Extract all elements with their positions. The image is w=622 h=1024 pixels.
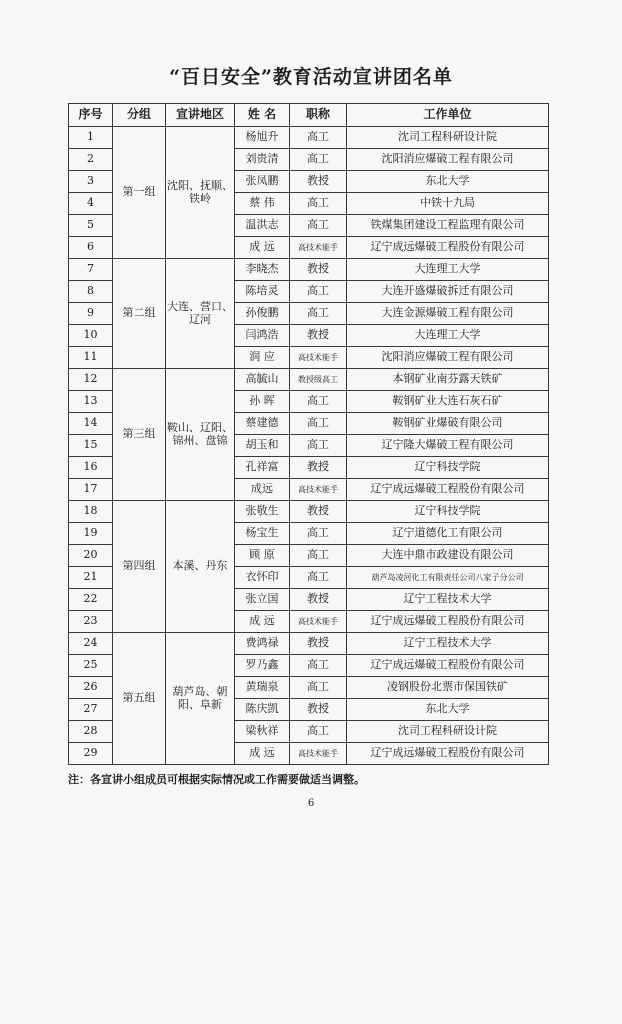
member-name: 润 应 <box>235 347 290 369</box>
member-unit: 辽宁道德化工有限公司 <box>347 523 549 545</box>
member-title: 教授 <box>290 501 347 523</box>
group-area: 大连、营口、辽河 <box>166 259 235 369</box>
group-area: 鞍山、辽阳、锦州、盘锦 <box>166 369 235 501</box>
header-title: 职称 <box>290 104 347 127</box>
member-unit: 辽宁工程技术大学 <box>347 589 549 611</box>
member-name: 杨宝生 <box>235 523 290 545</box>
member-unit: 东北大学 <box>347 699 549 721</box>
member-title: 高工 <box>290 391 347 413</box>
member-title: 高工 <box>290 721 347 743</box>
member-title: 高技术能手 <box>290 237 347 259</box>
table-row <box>69 259 549 281</box>
member-unit: 本钢矿业南芬露天铁矿 <box>347 369 549 391</box>
row-number: 16 <box>69 457 113 479</box>
member-unit: 辽宁隆大爆破工程有限公司 <box>347 435 549 457</box>
member-unit: 辽宁工程技术大学 <box>347 633 549 655</box>
row-number: 4 <box>69 193 113 215</box>
member-name: 张敬生 <box>235 501 290 523</box>
member-name: 李晓杰 <box>235 259 290 281</box>
row-number: 2 <box>69 149 113 171</box>
group-area: 沈阳、抚顺、铁岭 <box>166 127 235 259</box>
member-name: 成 远 <box>235 611 290 633</box>
row-number: 10 <box>69 325 113 347</box>
row-number: 22 <box>69 589 113 611</box>
member-name: 陈培灵 <box>235 281 290 303</box>
member-name: 张凤鹏 <box>235 171 290 193</box>
member-title: 教授 <box>290 633 347 655</box>
header-area: 宣讲地区 <box>166 104 235 127</box>
member-title: 教授 <box>290 259 347 281</box>
member-name: 成远 <box>235 479 290 501</box>
row-number: 14 <box>69 413 113 435</box>
footnote: 注：各宣讲小组成员可根据实际情况或工作需要做适当调整。 <box>68 773 365 786</box>
member-unit: 大连金源爆破工程有限公司 <box>347 303 549 325</box>
member-unit: 辽宁成远爆破工程股份有限公司 <box>347 611 549 633</box>
member-unit: 沈阳消应爆破工程有限公司 <box>347 149 549 171</box>
table-row <box>69 127 549 149</box>
row-number: 29 <box>69 743 113 765</box>
member-unit: 鞍钢矿业大连石灰石矿 <box>347 391 549 413</box>
row-number: 5 <box>69 215 113 237</box>
member-name: 成 远 <box>235 237 290 259</box>
member-title: 高技术能手 <box>290 479 347 501</box>
member-unit: 大连开盛爆破拆迁有限公司 <box>347 281 549 303</box>
member-name: 衣怀印 <box>235 567 290 589</box>
group-name: 第二组 <box>113 259 166 369</box>
header-seq: 序号 <box>69 104 113 127</box>
row-number: 1 <box>69 127 113 149</box>
member-name: 梁秋祥 <box>235 721 290 743</box>
member-unit: 鞍钢矿业爆破有限公司 <box>347 413 549 435</box>
member-title: 高工 <box>290 655 347 677</box>
group-name: 第五组 <box>113 633 166 765</box>
row-number: 17 <box>69 479 113 501</box>
member-title: 高技术能手 <box>290 347 347 369</box>
member-name: 温洪志 <box>235 215 290 237</box>
member-title: 教授 <box>290 699 347 721</box>
member-title: 教授 <box>290 325 347 347</box>
group-area: 葫芦岛、朝阳、阜新 <box>166 633 235 765</box>
member-title: 高工 <box>290 281 347 303</box>
row-number: 23 <box>69 611 113 633</box>
member-unit: 葫芦岛凌河化工有限责任公司八家子分公司 <box>347 567 549 589</box>
row-number: 13 <box>69 391 113 413</box>
group-name: 第三组 <box>113 369 166 501</box>
member-unit: 辽宁成远爆破工程股份有限公司 <box>347 479 549 501</box>
member-title: 高工 <box>290 413 347 435</box>
header-name: 姓 名 <box>235 104 290 127</box>
member-name: 刘贵清 <box>235 149 290 171</box>
member-unit: 中铁十九局 <box>347 193 549 215</box>
member-name: 顾 原 <box>235 545 290 567</box>
member-name: 杨旭升 <box>235 127 290 149</box>
member-title: 高工 <box>290 303 347 325</box>
member-name: 孙 晖 <box>235 391 290 413</box>
row-number: 3 <box>69 171 113 193</box>
member-unit: 大连理工大学 <box>347 259 549 281</box>
header-unit: 工作单位 <box>347 104 549 127</box>
row-number: 18 <box>69 501 113 523</box>
member-title: 教授级高工 <box>290 369 347 391</box>
member-title: 高技术能手 <box>290 743 347 765</box>
row-number: 15 <box>69 435 113 457</box>
row-number: 20 <box>69 545 113 567</box>
member-title: 高技术能手 <box>290 611 347 633</box>
row-number: 6 <box>69 237 113 259</box>
group-area: 本溪、丹东 <box>166 501 235 633</box>
member-title: 高工 <box>290 127 347 149</box>
member-name: 高毓山 <box>235 369 290 391</box>
row-number: 12 <box>69 369 113 391</box>
member-title: 高工 <box>290 523 347 545</box>
member-unit: 大连中鼎市政建设有限公司 <box>347 545 549 567</box>
member-unit: 辽宁科技学院 <box>347 501 549 523</box>
member-name: 张立国 <box>235 589 290 611</box>
member-unit: 沈阳消应爆破工程有限公司 <box>347 347 549 369</box>
row-number: 26 <box>69 677 113 699</box>
member-title: 教授 <box>290 589 347 611</box>
member-title: 高工 <box>290 215 347 237</box>
member-unit: 辽宁科技学院 <box>347 457 549 479</box>
member-unit: 凌钢股份北票市保国铁矿 <box>347 677 549 699</box>
member-unit: 铁煤集团建设工程监理有限公司 <box>347 215 549 237</box>
row-number: 7 <box>69 259 113 281</box>
row-number: 9 <box>69 303 113 325</box>
row-number: 8 <box>69 281 113 303</box>
member-title: 高工 <box>290 677 347 699</box>
member-title: 教授 <box>290 457 347 479</box>
row-number: 21 <box>69 567 113 589</box>
member-name: 闫鸿浩 <box>235 325 290 347</box>
member-name: 孔祥富 <box>235 457 290 479</box>
member-unit: 沈司工程科研设计院 <box>347 127 549 149</box>
table-header-row <box>69 104 549 127</box>
row-number: 24 <box>69 633 113 655</box>
member-title: 高工 <box>290 435 347 457</box>
group-name: 第四组 <box>113 501 166 633</box>
table-row <box>69 369 549 391</box>
header-group: 分组 <box>113 104 166 127</box>
member-unit: 东北大学 <box>347 171 549 193</box>
member-unit: 沈司工程科研设计院 <box>347 721 549 743</box>
member-title: 高工 <box>290 149 347 171</box>
member-name: 蔡建德 <box>235 413 290 435</box>
member-title: 高工 <box>290 193 347 215</box>
member-name: 孙俊鹏 <box>235 303 290 325</box>
member-unit: 大连理工大学 <box>347 325 549 347</box>
member-unit: 辽宁成远爆破工程股份有限公司 <box>347 655 549 677</box>
member-name: 费鸿禄 <box>235 633 290 655</box>
member-name: 陈庆凯 <box>235 699 290 721</box>
row-number: 25 <box>69 655 113 677</box>
member-title: 高工 <box>290 545 347 567</box>
row-number: 27 <box>69 699 113 721</box>
member-name: 罗乃鑫 <box>235 655 290 677</box>
row-number: 11 <box>69 347 113 369</box>
member-unit: 辽宁成远爆破工程股份有限公司 <box>347 237 549 259</box>
roster-table <box>68 103 549 765</box>
page-number: 6 <box>307 798 315 809</box>
member-title: 教授 <box>290 171 347 193</box>
roster-body <box>69 127 549 765</box>
table-row <box>69 501 549 523</box>
member-name: 蔡 伟 <box>235 193 290 215</box>
member-title: 高工 <box>290 567 347 589</box>
member-name: 胡玉和 <box>235 435 290 457</box>
member-name: 成 远 <box>235 743 290 765</box>
row-number: 28 <box>69 721 113 743</box>
member-unit: 辽宁成远爆破工程股份有限公司 <box>347 743 549 765</box>
group-name: 第一组 <box>113 127 166 259</box>
row-number: 19 <box>69 523 113 545</box>
table-row <box>69 633 549 655</box>
document-title: “百日安全”教育活动宣讲团名单 <box>169 66 453 88</box>
member-name: 黄瑞泉 <box>235 677 290 699</box>
